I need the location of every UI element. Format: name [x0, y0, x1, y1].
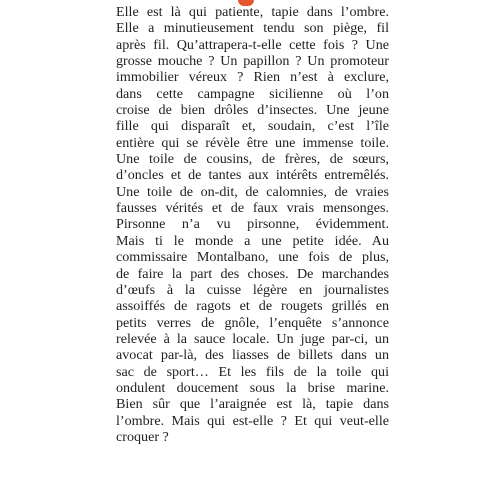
- text-line: ondulent doucement sous la brise marine.: [116, 379, 389, 396]
- text-line: Elle est là qui patiente, tapie dans l’ombre.: [116, 4, 389, 20]
- text-line: fausses vérités et de faux vrais mensonges.: [116, 200, 389, 217]
- text-line: Elle a minutieusement tendu son piège, fil: [116, 20, 389, 37]
- text-line: commissaire Montalbano, une fois de plus,: [116, 249, 389, 266]
- text-line: grosse mouche ? Un papillon ? Un promoteur: [116, 53, 389, 70]
- text-line: petits verres de gnôle, l’enquête s’annonce: [116, 314, 389, 331]
- text-line: Une toile de on-dit, de calomnies, de vraies: [116, 183, 389, 200]
- text-line: de faire la part des choses. De marchandes: [116, 265, 389, 282]
- text-line: croquer ?: [116, 428, 169, 445]
- text-line: avocat par-là, des liasses de billets dans un: [116, 347, 389, 364]
- text-line: d’oncles et de tantes aux intérêts entremêlés.: [116, 167, 389, 184]
- text-line: fille qui disparaît et, soudain, c’est l’île: [116, 118, 389, 135]
- text-line: dans cette campagne sicilienne où l’on: [116, 85, 389, 102]
- text-line: sac de sport… Et les fils de la toile qui: [116, 363, 389, 380]
- blurb-text: [116, 4, 389, 445]
- text-line: Une toile de cousins, de frères, de sœurs,: [116, 151, 389, 168]
- text-line: croise de bien drôles d’insectes. Une jeune: [116, 102, 389, 119]
- text-line: entière qui se révèle être une immense toile.: [116, 134, 389, 151]
- text-line: d’œufs à la cuisse légère en journalistes: [116, 281, 389, 298]
- text-line: l’ombre. Mais qui est-elle ? Et qui veut-elle: [116, 412, 389, 429]
- text-line: immobilier véreux ? Rien n’est à exclure,: [116, 69, 389, 86]
- text-line: Pirsonne n’a vu pirsonne, évidemment.: [116, 216, 389, 233]
- text-line: assoiffés de ragots et de rougets grillés en: [116, 298, 389, 315]
- text-line: Bien sûr que l’araignée est là, tapie dans: [116, 396, 389, 413]
- text-line: relevée à la sauce locale. Un juge par-ci, un: [116, 330, 389, 347]
- text-line: Mais ti le monde a une petite idée. Au: [116, 232, 389, 249]
- text-line: après fil. Qu’attrapera-t-elle cette fois ? Une: [116, 36, 389, 53]
